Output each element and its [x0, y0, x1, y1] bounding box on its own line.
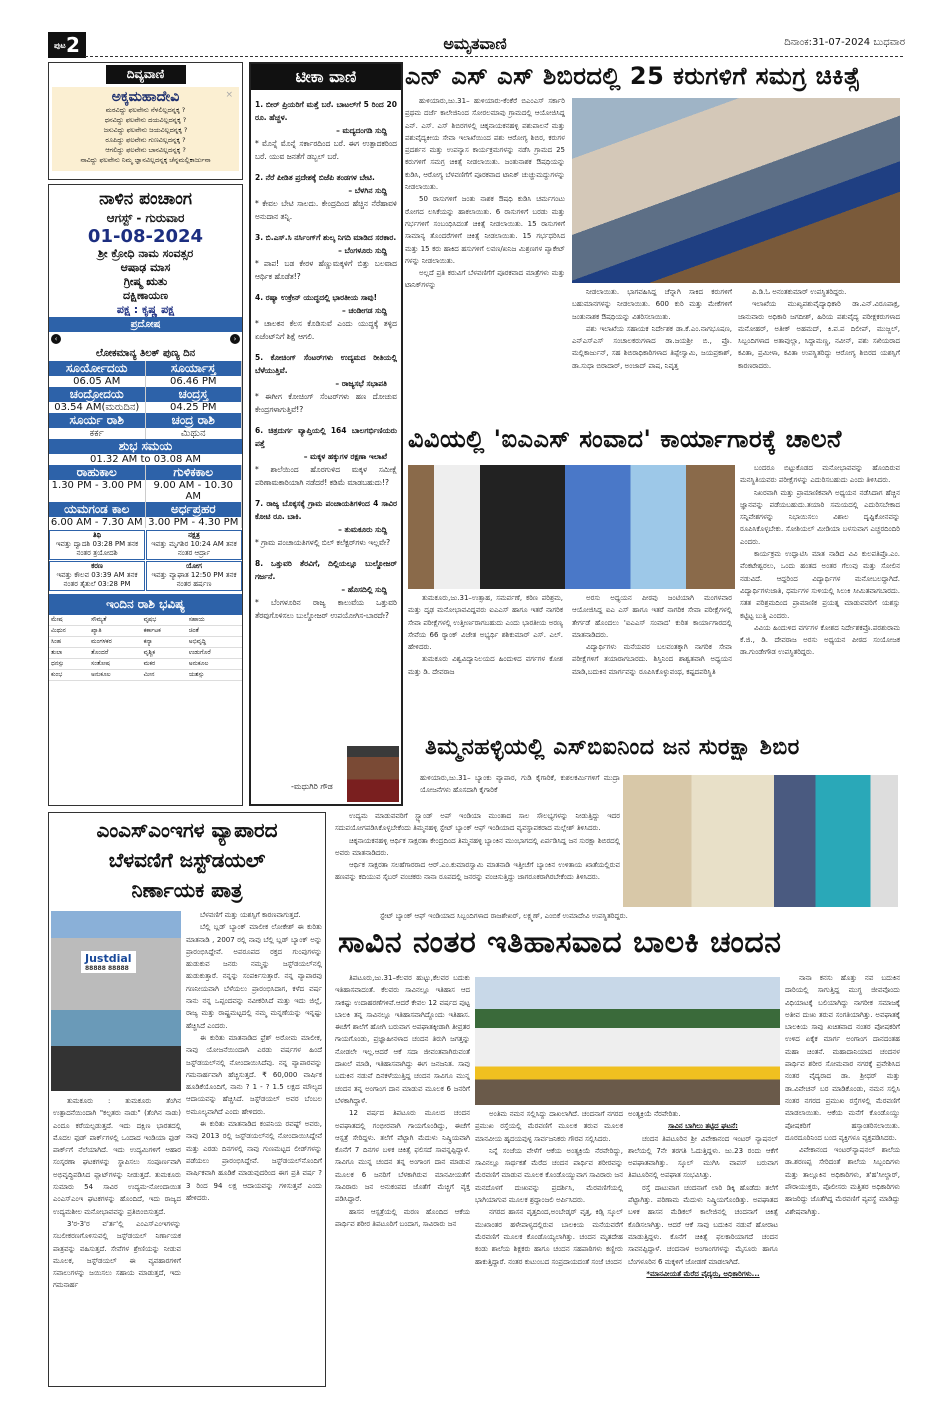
gulika-time: 9.00 AM - 10.30 AM [146, 480, 243, 502]
moonset-label: ಚಂದ್ರಸ್ತ [146, 387, 243, 402]
paragraph: ತುಮಕೂರು ವಿಶ್ವವಿದ್ಯಾನಿಲಯದ ಹಿಂದುಳಿದ ವರ್ಗಗಳ ಕೋಶ ಮತ್ತು ಡಿ. ದೇವರಾಜ [408, 655, 563, 676]
panchanga-box [48, 184, 243, 806]
shubha-time: 01.32 AM to 03.08 AM [90, 454, 201, 465]
issue-date: ದಿನಾಂಕ:31-07-2024 ಬುಧವಾರ [784, 37, 905, 48]
rashi-cell: ಮೇಷ [49, 615, 89, 626]
chandana-subhead: ಸಾವಿನ ಬಾಗಿಲು ತಟ್ಟಿದ ಘಟನೆ: [668, 1122, 738, 1131]
prev-arrow-icon[interactable]: ‹ [51, 334, 61, 344]
paragraph: 50 ರಾಸುಗಳಿಗೆ ಜಂತು ನಾಶಕ ಔಷಧಿ ಕುಡಿಸಿ ಚರ್ಮಗಂಟು ರೋಗದ ಲಸಿಕೆಯನ್ನು ಹಾಕಲಾಯಿತು. 6 ರಾಸುಗಳಿಗೆ ಬರಡು ಮತ್ತು ಗರ್ಭಗಳಿಗೆ ಸಂಬಂಧಿಸಿದಂತೆ ಚಿಕಿತ್ಸೆ ನೀಡಲಾಯಿತು. 15 ರಾಸುಗಳಿಗೆ ಸಾಮಾನ್ಯ ತೊಂದರೆಗಳಿಗೆ ಚಿಕಿತ್ಸೆ ನೀಡಲಾಯಿತು. 15 ಗರ್ಭಧರಿಸಿದ ಮತ್ತು 15 ಕರು ಹಾಕಿದ ಹಸುಗಳಿಗೆ ಲವಣ/ಖನಿಜ ಮಿಶ್ರಣಗಳ ಪ್ಯಾಕೇಟ್ ಗಳನ್ನು ನೀಡಲಾಯಿತು. [405, 195, 565, 265]
teeka-item [251, 171, 401, 223]
rashi-row [49, 659, 242, 670]
surya-rashi-label: ಸೂರ್ಯ ರಾಶಿ [49, 413, 146, 428]
paragraph: 12 ವರ್ಷದ ತಿಪಟೂರು ಮೂಲದ ಚಂದನ ಅಪಘಾತದಲ್ಲಿ ಗಂಭೀರವಾಗಿ ಗಾಯಗೊಂಡಿದ್ದು, ಈಚೆಗೆ ಆಸ್ಪತ್ರೆ ಸೇರಿದ್ದಳು. ತಲೆಗೆ ಪೆಟ್ಟಾಗಿ ಮೆದುಳು ನಿಷ್ಕ್ರಿಯವಾಗಿ ಕೊನೆಗೆ 7 ದಿನಗಳ ಬಳಿಕ ಚಿಕಿತ್ಸೆ ಫಲಿಸದೆ ಸಾವನ್ನಪ್ಪಿದ್ದಾಳೆ. ಸಾವಿಗೂ ಮುನ್ನ ಚಂದನ ತನ್ನ ಅಂಗಾಂಗ ದಾನ ಮಾಡುವ ಮೂಲಕ 6 ಜನರಿಗೆ ಬೆಳಕಾಗಿರುವ ಮಾನವೀಯತೆಗೆ ಸಾವಿರಾರು ಜನ ಅನುಕಂಪದ ಜೊತೆಗೆ ಮೆಚ್ಚಿಗೆ ವ್ಯಕ್ತ ಪಡಿಸಿದ್ದಾರೆ. [335, 1109, 470, 1204]
sbi-headline: ತಿಮ್ಮನಹಳ್ಳಿಯಲ್ಲಿ ಎಸ್‌ಬಿಐನಿಂದ ಜನ ಸುರಕ್ಷಾ ಶಿಬಿರ [425, 735, 800, 760]
paragraph: ಬೆಲ್ಲಿ ಬ್ಲಡ್ ಬ್ಯಾಂಕ್ ಮಾಲೀಕ ಲೋಕೇಶ್ ಈ ಕುರಿತು ಮಾತನಾಡಿ , 2007 ರಲ್ಲಿ ನಾವು ಬೆಲ್ಲಿ ಬ್ಲಡ್ ಬ್ಯಾಂಕ್ ಅನ್ನು ಪ್ರಾರಂಭಿಸಿದ್ದೇವೆ. ಅಪರೂಪದ ರಕ್ತದ ಗುಂಪುಗಳನ್ನು ಹುಡುಕುವ ಜನರು ನಮ್ಮನ್ನು ಜಸ್ಟ್‌ಡಯಲ್‌ನಲ್ಲಿ ಹುಡುಕುತ್ತಾರೆ. ನನ್ನನ್ನು ಸಂಪರ್ಕಿಸುತ್ತಾರೆ. ನನ್ನ ವ್ಯಾಪಾರವು ಗಣನೀಯವಾಗಿ ಬೆಳೆಯಲು ಪ್ರಾರಂಭಿಸಿದಾಗ, ಕಳೆದ ವರ್ಷ ನಾನು ನನ್ನ ಒಪ್ಪಂದವನ್ನು ನವೀಕರಿಸಿದೆ ಮತ್ತು ಇದು ಜಿಲ್ಲೆ, ರಾಜ್ಯ ಮತ್ತು ರಾಷ್ಟ್ರಮಟ್ಟದಲ್ಲಿ ನಮ್ಮ ಮನ್ನಣೆಯನ್ನು ಇನ್ನಷ್ಟು ಹೆಚ್ಚಿಸಿದೆ ಎಂದರು. [186, 923, 322, 1030]
teeka-news: 5. ಕೋಚಿಂಗ್ ಸೆಂಟರ್‌ಗಳು ಉದ್ಯಮದ ರೀತಿಯಲ್ಲಿ ಬೆಳೆಯುತ್ತಿವೆ. [255, 353, 397, 375]
divyavani-line: ಧನವಿದ್ದು ಫಲವೇನು ದಯವಿಲ್ಲದನ್ನಕ್ಕ ? [104, 116, 187, 124]
msme-article-right [186, 909, 322, 1384]
teeka-news: 4. ರಷ್ಯಾ ಉಕ್ರೇನ್ ಯುದ್ಧದಲ್ಲಿ ಭಾರತೀಯ ಸಾವು! [255, 293, 378, 302]
rashi-row [49, 615, 242, 626]
paragraph: ನಿಖರವಾಗಿ ಮತ್ತು ಪ್ರಾಮಾಣಿಕವಾಗಿ ಅಧ್ಯಯನ ನಡೆಸಿದಾಗ ಹೆಚ್ಚಿನ ಜ್ಞಾನವನ್ನು ಪಡೆಯಬಹುದು.ತಯಾರಿ ಸಮಯದಲ್ಲಿ ಎದುರಿಸಬೇಕಾದ ಸನ್ನಿವೇಶಗಳನ್ನು ನಿಭಾಯಿಸಲು ವಿಶಾಲ ದೃಷ್ಟಿಕೋನವನ್ನು ರೂಪಿಸಿಕೊಳ್ಳಬೇಕು. ಸೋಶಿಯಲ್ ಮೀಡಿಯಾ ಬಳಸುವಾಗ ಎಚ್ಚರದಿಂದಿರಿ ಎಂದರು. [740, 488, 900, 546]
paragraph: ಚಿಕ್ಕನಾಯಕನಹಳ್ಳಿ ಆರ್ಥಿಕ ಸಾಕ್ಷರತಾ ಕೇಂದ್ರದಿಂದ ತಿಮ್ಮನಹಳ್ಳಿ ಬ್ಯಾಂಕಿನ ಮುಂಭಾಗದಲ್ಲಿ ಏರ್ಪಡಿಸಿದ್ದ ಜನ ಸುರಕ್ಷಾ ಶಿಬಿರದಲ್ಲಿ ಅವರು ಮಾತನಾಡಿದರು. [335, 836, 620, 857]
divyavani-line: ಜಸುವಿದ್ದು ಫಲವೇನು ಜಯವಿಲ್ಲದನ್ನಕ್ಕ ? [103, 126, 188, 134]
rashi-cell: ಮಂಗಳಕರ [89, 637, 142, 648]
paragraph: ಹಾಸನ ಆಸ್ಪತ್ರೆಯಲ್ಲಿ ಮರಣ ಹೊಂದಿದ ಆಕೆಯ ಪಾರ್ಥಿವ ಶರೀರ ತಿಪಟೂರಿಗೆ ಬಂದಾಗ, ಸಾವಿರಾರು ಜನ [335, 1207, 470, 1228]
rahu-time: 1.30 PM - 3.00 PM [49, 480, 146, 502]
ias-photo [408, 465, 735, 589]
panchanga-title: ನಾಳಿನ ಪಂಚಾಂಗ [99, 189, 192, 209]
msme-article-left [53, 1095, 181, 1385]
paragraph: ನಗರದ ಹಾಸನ ವೃತ್ತದಿಂದ,ಅಂಬೇಡ್ಕರ್ ವೃತ್ತ, ಕಿಡ್ಸಿ ಸ್ಕೂಲ್ ಮುಖಾಂತರ ಹಳೇಪಾಳ್ಯದಲ್ಲಿರುವ ಬಾಲಕಿಯ ಮನೆಯವರೆಗೆ ಮೆರವಣಿಗೆ ಮೂಲಕ ಕೊಂಡೊಯ್ಯಲಾಗಿತ್ತು. ಚಂದನ ಮೃತದೇಹ ಕಂಡು ಶಾಲೆಯ ಶಿಕ್ಷಕರು ಹಾಗೂ ಚಂದನ ಸಹಪಾಠಿಗಳು ಕಣ್ಣೀರು ಹಾಕುತ್ತಿದ್ದಾರೆ. ನಂತರ ಕುಟುಂಬದ ಸಂಪ್ರದಾಯದಂತೆ ಸಂಜೆ ಚಂದನ [475, 1208, 623, 1266]
cell-text: ಇವತ್ತು ದ್ವಾದಶಿ 03:28 PM ತನಕ ನಂತರ ತ್ರಯೋದಶಿ [55, 540, 139, 557]
teeka-source: – ಹೊಸದಿಲ್ಲಿ ಸುದ್ದಿ [341, 585, 387, 594]
rashi-cell: ಅನುಕೂಲ [89, 670, 142, 681]
teeka-comment: * ಈಗೀಗ ಕೋಚಿಂಗ್ ಸೆಂಟರ್‌ಗಳು ಹಣ ದೋಚುವ ಕೇಂದ್ರಗಳಾಗುತ್ತಿವೆ!? [255, 392, 397, 414]
nss-article-col2 [572, 286, 732, 420]
yama-label: ಯಮಗಂಡ ಕಾಲ [49, 502, 146, 517]
page-number: 2 [66, 33, 80, 57]
paragraph: ಪಿ.ಡಿ.ಓ ಅನಂತಕುಮಾರ್ ಉಪಸ್ಥಿತರಿದ್ದರು. [752, 288, 847, 296]
teeka-author: -ಮಧುಗಿರಿ ಗೌಡ [291, 782, 333, 791]
paragraph: ಆರ್ಥಿಕ ಸಾಕ್ಷರತಾ ಸಲಹೆಗಾರರಾದ ಆರ್.ಎಂ.ಕುಮಾರಸ್ವಾಮಿ ಮಾತನಾಡಿ ಇತ್ತೀಚೆಗೆ ಬ್ಯಾಂಕಿನ ಉಳಿತಾಯ ಖಾತೆಯಲ್ಲಿರುವ ಹಣವನ್ನು ಕದಿಯುವ ಸೈಬರ್ ವಂಚಕರು ನಾನಾ ರೂಪದಲ್ಲಿ ಜನರನ್ನು ವಂಚಿಸುತ್ತಿದ್ದು ಜಾಗರೂಕರಾಗಿರಬೇಕೆಂದು ತಿಳಿಸಿದರು. [335, 861, 620, 882]
teeka-source: – ಬೆಳಗಿನ ಸುದ್ದಿ [348, 186, 387, 195]
teeka-news: 7. ರಾಜ್ಯ ಬೊಕ್ಕಸಕ್ಕೆ ಗ್ರಾಮ ಪಂಚಾಯತಿಗಳಿಂದ 4 ಸಾವಿರ ಕೋಟಿ ರೂ. ಬಾಕಿ. [255, 499, 397, 521]
paragraph: ತುಮಕೂರು : ತುಮಕೂರು ತೆಂಗಿನ ಉತ್ಪಾದನೆಯಿಂದಾಗಿ "ಕಲ್ಪತರು ನಾಡು" (ತೆಂಗಿನ ನಾಡು) ಎಂದೂ ಕರೆಯಲ್ಪಡುತ್ತದೆ. ಇದು ದಕ್ಷಿಣ ಭಾರತದಲ್ಲಿ ಮೊದಲ ಫುಡ್ ಪಾರ್ಕ್‌ಗಳಲ್ಲಿ ಒಂದಾದ ಇಂಡಿಯಾ ಫುಡ್ ಪಾರ್ಕ್‌ಗೆ ನೆಲೆಯಾಗಿದೆ. ಇದು ಉದ್ಯಮಿಗಳಿಗೆ ಆಹಾರ ಸಂಸ್ಕರಣಾ ಘಟಕಗಳನ್ನು ಸ್ಥಾಪಿಸಲು ಸಂಪೂರ್ಣವಾಗಿ ಅಭಿವೃದ್ಧಿಪಡಿಸಿದ ಪ್ಲಾಟ್‌ಗಳನ್ನು ನೀಡುತ್ತದೆ. ತುಮಕೂರು ಸುಮಾರು 54 ಸಾವಿರ ಉದ್ಯಮ-ನೋಂದಾಯಿತ ಎಂಎಸ್‌ಎಂಇ ಘಟಕಗಳನ್ನು ಹೊಂದಿದೆ, ಇದು ರಾಜ್ಯದ ಉದ್ಯಮಶೀಲ ಮನೋಭಾವವನ್ನು ಪ್ರತಿಬಿಂಬಿಸುತ್ತದೆ. [53, 1097, 181, 1216]
rashi-row [49, 648, 242, 659]
divyavani-line: ಮರವಿದ್ದು ಫಲವೇನು ನೆಳಲಿಲ್ಲದನ್ನಕ್ಕ ? [105, 106, 186, 114]
rashi-table [49, 615, 242, 681]
rashi-cell: ಮಿಥುನ [49, 626, 89, 637]
teeka-source: – ಚಂಡೀಗಡ ಸುದ್ದಿ [341, 306, 387, 315]
gulika-label: ಗುಳಿಕಕಾಲ [146, 465, 243, 480]
rashi-cell: ಸಹಾಯ [187, 615, 242, 626]
rashi-cell: ತುಲಾ [49, 648, 89, 659]
teeka-news: 6. ಚಿತ್ರದುರ್ಗ ವ್ಯಾಪ್ತಿಯಲ್ಲಿ 164 ಬಾಲಗರ್ಭಿಣಿಯರು ಪತ್ತೆ [255, 426, 397, 448]
rashi-cell: ಸಂತೋಷ [89, 659, 142, 670]
divyavani-body [52, 87, 239, 171]
paragraph: ವಿವೇಕಾನಂದ ಇಂಟರ್‌ನ್ಯಾಷನಲ್ ಶಾಲೆಯ ಡಾ.ಶರಣಪ್ಪ ಸೇರಿದಂತೆ ಶಾಲೆಯ ಸಿಬ್ಬಂದಿಗಳು ಮತ್ತು ತಾಲ್ಲೂಕಿನ ಅಧಿಕಾರಿಗಳು, ತ'ಹ'ಸೀಲ್ದಾರ್, ಪೌರಾಯುಕ್ತರು, ಪೊಲೀಸರು ಮತ್ತಿತರ ಅಧಿಕಾರಿಗಳು ಹಾಜರಿದ್ದು ಜೊತೆಗಿದ್ದ ಮೆರವಣಿಗೆ ವ್ಯವಸ್ಥೆ ಮಾಡಿದ್ದು ವಿಶೇಷವಾಗಿತ್ತು. [785, 1146, 900, 1216]
teeka-news: 8. ಒತ್ತುವರಿ ತೆರವಿಗೆ, ದಿಲ್ಲಿಯಲ್ಲೂ ಬುಲ್ಡೋಜರ್ ಗರ್ಜನೆ. [255, 559, 397, 581]
rashi-cell: ಅನುಕೂಲ [187, 659, 242, 670]
chandana-subhead2: *ಮಾನವೀಯತೆ ಮೆರೆದ ವೈದ್ಯರು, ಅಧಿಕಾರಿಗಳು... [646, 1269, 760, 1278]
teeka-comment: * ಶಾಲೆಯಿಂದ ಹೊರಗುಳಿದ ಮಕ್ಕಳ ಸಮೀಕ್ಷೆ ಪರಿಣಾಮಕಾರಿಯಾಗಿ ನಡೆದರೆ! ಕಡಿಮೆ ಮಾಡಬಹುದು!? [255, 465, 397, 487]
divyavani-title: ದಿವ್ಯವಾಣಿ [106, 65, 186, 84]
rashi-cell: ಚಿಂತೆ [187, 626, 242, 637]
paragraph: ಅಲ್ಲದೆ ಪ್ರತಿ ಕರುವಿಗೆ ಬೆಳವಣಿಗೆಗೆ ಪೂರಕವಾದ ಮಾತ್ರೆಗಳು ಮತ್ತು ಟಾನಿಕ್‌ಗಳನ್ನು [405, 269, 565, 290]
moonrise-label: ಚಂದ್ರೋದಯ [49, 387, 146, 402]
rashi-cell: ವೃಷಭ [142, 615, 187, 626]
rashi-cell: ಧನಸ್ಸು [49, 659, 89, 670]
sbi-intro: ಹುಳಿಯಾರು,ಜು.31– ಬ್ಯಾಂಕು ವ್ಯಾಪಾರ, ಗುಡಿ ಕೈಗಾರಿಕೆ, ಕುಶಲಕರ್ಮಿಗಳಿಗೆ ಮುದ್ರಾ ಯೋಜನೆಗಳು ಹೊಸದಾಗಿ ಕೈಗಾರಿಕೆ [420, 774, 620, 795]
rashi-row [49, 626, 242, 637]
ardha-label: ಅರ್ಧಪ್ರಹರ [146, 502, 243, 517]
msme-headline: ಎಂಎಸ್‌ಎಂಇಗಳ ವ್ಯಾಪಾರದ ಬೆಳವಣಿಗೆ ಜಸ್ಟ್‌ಡಯಲ್ ನಿರ್ಣಾಯಕ ಪಾತ್ರ [96, 818, 278, 902]
cell-text: ಇವತ್ತು ಕೌಲವ 03:39 AM ತನಕ ನಂತರ ತೈತುಲೆ 03:28 PM [56, 571, 138, 588]
paragraph: ಹುಳಿಯಾರು,ಜು.31– ಹುಳಿಯಾರು-ಕೆಂಕೆರೆ ಬಿಎಂಎಸ್ ಸರ್ಕಾರಿ ಪ್ರಥಮ ದರ್ಜೆ ಕಾಲೇಜಿನಿಂದ ಸೋರಲಮಾವು ಗ್ರಾಮದಲ್ಲಿ ಆಯೋಜಿಸಿದ್ದ ಎನ್. ಎಸ್. ಎಸ್ ಶಿಬಿರಗಳಲ್ಲಿ ಚಿಕ್ಕನಾಯಕನಹಳ್ಳಿ ಪಶುಪಾಲನೆ ಮತ್ತು ಪಶುವೈದ್ಯಕೀಯ ಸೇವಾ ಇಲಾಖೆಯಿಂದ ಪಶು ಆರೋಗ್ಯ ಶಿಬಿರ, ಕರುಗಳ ಪ್ರದರ್ಶನ ಮತ್ತು ಉಪನ್ಯಾಸ ಕಾರ್ಯಕ್ರಮಗಳನ್ನು ನಡೆಸಿ ಗ್ರಾಮದ 25 ಕರುಗಳಿಗೆ ಸಮಗ್ರ ಚಿಕಿತ್ಸೆ ನೀಡಲಾಯಿತು. ಜಂತುನಾಶಕ ಔಷಧಿಯನ್ನು ಕುಡಿಸಿ, ಆರೋಗ್ಯ ಬೆಳವಣಿಗೆಗೆ ಪೂರಕವಾದ ಟಾನಿಕ್ ಚುಚ್ಚುಮದ್ದುಗಳನ್ನು ನೀಡಲಾಯಿತು. [405, 97, 565, 192]
justdial-building-photo [51, 911, 181, 1091]
sbi-caption: ಸ್ಟೇಟ್ ಬ್ಯಾಂಕ್ ಆಫ್ ಇಂಡಿಯಾದ ಸಿಬ್ಬಂದಿಗಳಾದ ರಾಜಶೇಖರ್, ಲಕ್ಷ್ಮಣ್, ಎಂಬಿಕೆ ಉಮಾದೇವಿ ಉಪಸ್ಥಿತರಿದ್ದರು. [380, 912, 628, 920]
paragraph: ಬೆಳವಣಿಗೆ ಮತ್ತು ಯಶಸ್ಸಿಗೆ ಕಾರಣವಾಗುತ್ತದೆ. [200, 911, 301, 919]
sbi-photo [623, 775, 898, 907]
paragraph: ನೀಡಲಾಯಿತು. ಭಾಗವಹಿಸಿದ್ದ ಚೆನ್ನಾಗಿ ಸಾಕಿದ ಕರುಗಳಿಗೆ ಬಹುಮಾನಗಳನ್ನು ನೀಡಲಾಯಿತು. 600 ಕುರಿ ಮತ್ತು ಮೇಕೆಗಳಿಗೆ ಜಂತುನಾಶಕ ಔಷಧಿಯನ್ನು ವಿತರಿಸಲಾಯಿತು. [572, 288, 732, 321]
close-icon: × [225, 90, 233, 100]
paragraph: ರಸ್ತೆ ದಾಟುವಾಗ ಚಂದನಾಗೆ ಲಾರಿ ಡಿಕ್ಕಿ ಹೊಡೆದು ತಲೆಗೆ ಪೆಟ್ಟಾಗಿತ್ತು. ಪರಿಣಾಮ ಮೆದುಳು ನಿಷ್ಕ್ರಿಯಗೊಂಡಿತ್ತು. ಅಪಘಾತದ ಬಳಿಕ ಹಾಸನ ಮೆಡಿಕಲ್ ಕಾಲೇಜಿನಲ್ಲಿ ಚಂದನಾಗೆ ಚಿಕಿತ್ಸೆ ಕೊಡಿಸಲಾಗಿತ್ತು. ಆದರೆ ಆಕೆ ಸಾವು ಬದುಕಿನ ನಡುವೆ ಹೋರಾಟ ಮಾಡುತ್ತಿದ್ದಳು. ಕೊನೆಗೆ ಚಿಕಿತ್ಸೆ ಫಲಕಾರಿಯಾಗದೆ ಚಂದನ ಸಾವನಪ್ಪಿದ್ದಾಳೆ. ಚಂದನಾಳ ಅಂಗಾಂಗಗಳನ್ನು ಮೈಸೂರು ಹಾಗೂ ಬೆಂಗಳೂರಿನ 6 ಮಕ್ಕಳಿಗೆ ಜೋಡಣೆ ಮಾಡಲಾಗಿದೆ. [628, 1183, 778, 1266]
teeka-item [251, 98, 401, 163]
rashi-cell: ಅಭಿವೃದ್ಧಿ [187, 637, 242, 648]
panchanga-cell [49, 561, 145, 591]
chandana-photo [475, 977, 780, 1105]
rashi-row [49, 637, 242, 648]
rashi-cell: ತೊಂದರೆ [89, 648, 142, 659]
teeka-item [251, 291, 401, 343]
teeka-source: – ಮದ್ಯದಂಗಡಿ ಸುದ್ದಿ [336, 126, 387, 135]
ayana: ದಕ್ಷಿಣಾಯಣ [123, 289, 168, 302]
divyavani-line: ನಾವಿದ್ದು ಫಲವೇನು ನಿಮ್ಮ ಜ್ಞಾನವಿಲ್ಲದನ್ನಕ್ಕ ಚೆನ್ನಮಲ್ಲಿಕಾರ್ಜುನಾ [80, 156, 211, 164]
paragraph: ಉದ್ಯಮ ಮಾಡುವವರಿಗೆ ಸ್ಟ್ಯಾಂಡ್ ಅಪ್ ಇಂಡಿಯಾ ಮುಂತಾದ ಸಾಲ ಸೌಲಭ್ಯಗಳನ್ನು ನೀಡುತ್ತಿದ್ದು ಇದರ ಸದುಪಯೋಗಪಡಿಸಿಕೊಳ್ಳಬೇಕೆಂದು ತಿಮ್ಮನಹಳ್ಳಿ ಸ್ಟೇಟ್ ಬ್ಯಾಂಕ್ ಆಫ್ ಇಂಡಿಯಾದ ವ್ಯವಸ್ಥಾಪಕರಾದ ಮಲ್ಲೇಶ್ ತಿಳಿಸಿದರು. [335, 812, 620, 833]
chandana-col3-start: ಅಂತ್ಯಕ್ರಿಯೆ ನೆರವೇರಿತು. [628, 1110, 681, 1118]
page-number-badge [48, 32, 86, 58]
chandra-rashi-label: ಚಂದ್ರ ರಾಶಿ [146, 413, 243, 428]
divyavani-author: ಅಕ್ಕಮಹಾದೇವಿ [111, 89, 180, 105]
moonrise-time: 03.54 AM(ಮರುದಿನ) [49, 402, 146, 413]
ias-article-col2 [572, 592, 732, 730]
chandana-col3 [628, 1108, 778, 1385]
chandra-rashi: ಮಿಥುನ [146, 428, 243, 439]
yama-time: 6.00 AM - 7.30 AM [49, 517, 146, 528]
paragraph: ಅಂತಿಮ ನಮನ ಸಲ್ಲಿಸಿದ್ದು ದಾಖಲಾಗಿದೆ. ಚಂದನಾಗೆ ನಗರದ ಪ್ರಮುಖ ರಸ್ತೆಯಲ್ಲಿ ಮೆರವಣಿಗೆ ಮೂಲಕ ತರುವ ಮೂಲಕ ಮಾನವೀಯ ಹೃದಯವುಳ್ಳ ಸಾರ್ವಜನಿಕರು ಗೌರವ ಸಲ್ಲಿಸಿದರು. [475, 1110, 623, 1143]
teeka-item [251, 497, 401, 549]
ias-article-col1 [408, 592, 563, 730]
chandana-headline: ಸಾವಿನ ನಂತರ ಇತಿಹಾಸವಾದ ಬಾಲಕಿ ಚಂದನ [338, 925, 782, 960]
rashi-cell: ಕನ್ಯಾ [142, 637, 187, 648]
rashi-cell: ವೃಶ್ಚಿಕ [142, 648, 187, 659]
nss-article-col3 [738, 286, 900, 420]
teeka-source: – ಮಕ್ಕಳ ಹಕ್ಕುಗಳ ರಕ್ಷಣಾ ಇಲಾಖೆ [303, 452, 387, 461]
teeka-comment: * ಗ್ರಾಮ ಪಂಚಾಯತಿಗಳಲ್ಲಿ ಬಿಲ್ ಕಲೆಕ್ಟರ್‌ಗಳು ಇಲ್ಲವೇ? [255, 538, 391, 547]
teeka-news: 2. ನೆರೆ ಪೀಡಿತ ಪ್ರದೇಶಕ್ಕೆ ಬಿಜೆಪಿ ತಂಡಗಳ ಬೇಟಿ. [255, 173, 375, 182]
cell-text: ಇವತ್ತು ಮೃಗಶಿರ 10:24 AM ತನಕ ನಂತರ ಆರ್ದ್ರಾ [151, 540, 237, 557]
rashi-title: ಇಂದಿನ ರಾಶಿ ಭವಿಷ್ಯ [49, 594, 242, 615]
cell-title: ಯೋಗ [186, 562, 202, 570]
paragraph: ಅರಸು ಅಧ್ಯಯನ ಪೀಠವು ಜಂಟಿಯಾಗಿ ಮಂಗಳವಾರ ಆಯೋಜಿಸಿದ್ದ ಐಎ ಎಸ್ ಹಾಗೂ ಇತರೆ ನಾಗರಿಕ ಸೇವಾ ಪರೀಕ್ಷೆಗಳಲ್ಲಿ ತೇರ್ಗಡೆ ಹೊಂದಲು 'ಐಎಎಸ್ ಸಂವಾದ' ಕುರಿತ ಕಾರ್ಯಾಗಾರದಲ್ಲಿ ಮಾತನಾಡಿದರು. [572, 594, 732, 639]
paragraph: ಪಶು ಇಲಾಖೆಯ ಸಹಾಯಕ ನಿರ್ದೇಶಕ ಡಾ.ಕೆ.ಎಂ.ನಾಗಭೂಷಣ, ಎನ್‌ಎಸ್‌ಎಸ್ ಸಂಚಾಲಕರುಗಳಾದ ಡಾ.ಜಯಶ್ರೀ ಬಿ., ಪ್ರೊ. ಮಲ್ಲಿಕಾರ್ಜುನ್, ಸಹ ಶಿಬಿರಾಧಿಕಾರಿಗಳಾದ ತಿಪ್ಪೇಸ್ವಾಮಿ, ಜಯಪ್ರಕಾಶ್, ಡಾ.ಸುಧಾ ಬಿರಾದಾರ್, ಅಂಜಾದ್ ಪಾಷ, ನಿವೃತ್ತ [572, 324, 732, 370]
justdial-logo: Justdial 88888 88888 [81, 951, 136, 973]
sunrise-label: ಸೂರ್ಯೋದಯ [49, 361, 146, 376]
paragraph: ವಿವಿಯ ಹಿಂದುಳಿದ ವರ್ಗಗಳ ಕೋಶದ ನಿರ್ದೇಶಕಪ್ರೊ.ಪರಶುರಾಮ ಕೆ.ಜಿ., ಡಿ. ದೇವರಾಜ ಅರಸು ಅಧ್ಯಯನ ಪೀಠದ ಸಂಯೋಜಕ ಡಾ.ಗುಂಡೇಗೌಡ ಉಪಸ್ಥಿತರಿದ್ದರು. [740, 623, 900, 657]
cell-text: ಇವತ್ತು ವ್ಯಾಘಾತ 12:50 PM ತನಕ ನಂತರ ಹರ್ಷಣ [151, 571, 237, 588]
panchanga-cell [146, 530, 242, 560]
teeka-item [251, 424, 401, 489]
rashi-cell: ಉಡುಗೊರೆ [187, 648, 242, 659]
sunset-label: ಸೂರ್ಯಾಸ್ತ [146, 361, 243, 376]
columnist-photo [347, 746, 399, 802]
paragraph: ತಿಪಟೂರು,ಜು.31–ಕೆಲವರ ಹುಟ್ಟು,ಕೆಲವರ ಬದುಕು ಇತಿಹಾಸವಾದಂತೆ. ಕೆಲವರು ಸಾವಿನಲ್ಲೂ ಇತಿಹಾಸ ಆದ ಸಾಕಷ್ಟು ಉದಾಹರಣೆಗಳಿವೆ.ಆದರೆ ಕೇವಲ 12 ವರ್ಷದ ಪುಟ್ಟ ಬಾಲಕಿ ತನ್ನ ಸಾವಿನಲ್ಲೂ ಇತಿಹಾಸವಾಗಿದ್ದೊಂದು ಇತಿಹಾಸ. ಈಚೆಗೆ ಶಾಲೆಗೆ ಹೋಗಿ ಬರುವಾಗ ಅಪಘಾತಕ್ಕೀಡಾಗಿ ತೀವ್ರತರ ಗಾಯಗೊಂಡು, ಪ್ರಜ್ಞಾಹೀನಳಾದ ಚಂದನ ತಿರುಗಿ ಜಗತ್ತನ್ನು ನೋಡಲೇ ಇಲ್ಲ.ಆದರೆ ಆಕೆ ಸದಾ ಜೀವಂತವಾಗಿರುವಂತೆ ದಾಖಲೆ ಮಾಡಿ, ಇತಿಹಾಸವಾಗಿದ್ದು ಈಗ ಜನಜನಿತ. ಸಾವು ಬದುಕಿನ ನಡುವೆ ದಿನಕಳೆಯುತ್ತಿದ್ದ ಚಂದನ ಸಾವಿಗೂ ಮುನ್ನ ಚಂದನ ತನ್ನ ಅಂಗಾಂಗ ದಾನ ಮಾಡುವ ಮೂಲಕ 6 ಜನರಿಗೆ ಬೆಳಕಾಗಿದ್ದಾಳೆ. [335, 974, 470, 1105]
teeka-news: 3. ಬಿ.ಎಸ್.ಸಿ ನರ್ಸಿಂಗ್‌ಗೆ ಶುಲ್ಕ ನಿಗದಿ ಮಾಡಿದ ಸರಕಾರ. [255, 233, 397, 242]
teeka-comment: * ಬೆಂಗಳೂರಿನ ರಾಜ್ಯ ಕಾಲುವೆಯ ಒತ್ತುವರಿ ತೆರವುಗೊಳಿಸಲು ಬುಲ್ಡೋಜರ್ ಉಪಯೋಗಿಸ-ಬಾರದೇ? [255, 598, 397, 620]
paper-title: ಅಮೃತವಾಣಿ [443, 34, 507, 53]
paragraph: 3'ರ-3'ರ ವ'ರ್ತ'ಲ್ಲಿ ಎಂಎಸ್‌ಎಂಇಗಳನ್ನು ಸಬಲೀಕರಣಗೊಳಿಸುವಲ್ಲಿ ಜಸ್ಟ್‌ಡಯಲ್ ನಿರ್ಣಾಯಕ ಪಾತ್ರವನ್ನು ವಹಿಸುತ್ತದೆ. ಸೇವೆಗಳ ಶ್ರೇಣಿಯನ್ನು ನೀಡುವ ಮೂಲಕ, ಜಸ್ಟ್‌ಡಯಲ್ ಈ ವ್ಯವಹಾರಗಳಿಗೆ ಸವಾಲುಗಳನ್ನು ಜಯಿಸಲು ಸಹಾಯ ಮಾಡುತ್ತದೆ, ಇದು ಗಮನಾರ್ಹ [53, 1219, 181, 1290]
paragraph: ವಿದ್ಯಾರ್ಥಿಗಳು ಮನೆಯವರ ಬಲವಂತಕ್ಕಾಗಿ ನಾಗರಿಕ ಸೇವಾ ಪರೀಕ್ಷೆಗಳಿಗೆ ತಯಾರಾಗಬಾರದು. ಶಿಸ್ತಿನಿಂದ ಶಾಶ್ವತವಾಗಿ ಅಧ್ಯಯನ ಮಾಡಿ,ಬದುಕಿನ ಮಾರ್ಗವನ್ನು ರೂಪಿಸಿಕೊಳ್ಳುವಂಥ, ಕಷ್ಟದಪರಿಸ್ಥಿತಿ [572, 643, 732, 676]
paragraph: ಕಾರ್ಯಕ್ರಮ ಉದ್ಘಾಟಿಸಿ ಮಾತ ನಾಡಿದ ವಿವಿ ಕುಲಪತಿಪ್ರೊ.ಎಂ. ವೆಂಕಟೇಶ್ವರಲು, ಒಂದು ಹಂತದ ಅಂತರ ಗೆಲುವು ಮತ್ತು ಸೋಲಿನ ನಡುವಿದೆ. ಆದ್ದರಿಂದ ವಿದ್ಯಾರ್ಥಿಗಳ ಮನೋಬಲದ್ದಾಗಿದೆ. ವಿದ್ಯಾರ್ಥಿಗಳುಜಾತಿ, ಧರ್ಮಗಳ ಸುಳಿಯಲ್ಲಿ ಸಿಲುಕಿ ಸೀಮಿತವಾಗಬಾರದು. ಸತತ ಪರಿಶ್ರಮದಿಂದ ಪ್ರಾಮಾಣಿಕ ಪ್ರಯತ್ನ ಮಾಡುವವರಿಗೆ ಯಶಸ್ಸು ಕಟ್ಟಿಟ್ಟ ಬುತ್ತಿ ಎಂದರು. [740, 550, 900, 620]
cell-title: ಕರಣ [91, 562, 103, 570]
sunset-time: 06.46 PM [146, 376, 243, 387]
chandana-col2 [475, 1108, 623, 1385]
paragraph: ಬಂದರೂ ಬಿಟ್ಟುಕೊಡದ ಮನೋಭಾವವನ್ನು ಹೊಂದಿರುವ ಮನಸ್ಥಿತಿಯವರು ಪರೀಕ್ಷೆಗಳನ್ನು ಎದುರಿಸಬಹುದು ಎಂದು ತಿಳಿಸಿದರು. [740, 464, 900, 485]
chandana-col4 [785, 972, 900, 1385]
teeka-comment: * ಪಾಪ! ಬಡ ಕೇರಳ ಹೆಣ್ಣುಮಕ್ಕಳಿಗೆ ಬಿತ್ತು ಬಲವಾದ ಆರ್ಥಿಕ ಹೊಡೆತ!? [255, 259, 397, 281]
paragraph: ನಿನ್ನೆ ಸಂಜೆಯ ವೇಳೆಗೆ ಆಕೆಯ ಅಂತ್ಯಕ್ರಿಯೆ ನೆರವೇರಿದ್ದು, ಸಾವಿನಲ್ಲೂ ಸಾರ್ಥಕತೆ ಮೆರೆದ ಚಂದನ ಪಾರ್ಥಿವ ಶರೀರವನ್ನು ಮೆರವಣಿಗೆ ಮಾಡುವ ಮೂಲಕ ಕೊಂಡೊಯ್ಯುವಾಗ ಸಾವಿರಾರು ಜನ ಮನದೊಳಗೆ ದುಃಖವನ್ನು ಪ್ರದರ್ಶಿಸಿ, ಮೆರವಣಿಗೆಯಲ್ಲಿ ಭಾಗಿಯಾಗುವ ಮೂಲಕ ಶ್ರದ್ಧಾಂಜಲಿ ಅರ್ಪಿಸಿದರು. [475, 1146, 623, 1205]
ritu: ಗ್ರೀಷ್ಮ ಋತು [123, 275, 168, 288]
shubha-label: ಶುಭ ಸಮಯ [49, 439, 242, 454]
nss-photo [572, 98, 900, 283]
sbi-article [335, 810, 620, 906]
special-day: ಲೋಕಮಾನ್ಯ ತಿಲಕ್ ಪುಣ್ಯ ದಿನ [95, 348, 196, 359]
rashi-cell: ಮೀನ [142, 670, 187, 681]
teeka-comment: * ಕೇವಲ ಬೇಟಿ ಸಾಲದು. ಕೇಂದ್ರದಿಂದ ಹೆಚ್ಚಿನ ನೆರೆಹಾವಳಿ ಅನುದಾನ ತನ್ನಿ. [255, 199, 397, 221]
panchanga-cell [49, 530, 145, 560]
divyavani-line: ರೂಪಿದ್ದು ಫಲವೇನು ಗುಣವಿಲ್ಲದನ್ನಕ್ಕ ? [105, 136, 186, 144]
masa: ಆಷಾಢ ಮಾಸ [120, 261, 171, 274]
nss-article-col1 [405, 95, 565, 420]
teeka-item [251, 231, 401, 283]
teeka-title: ಟೀಕಾ ವಾಣಿ [251, 64, 401, 90]
moonset-time: 04.25 PM [146, 402, 243, 413]
rashi-row [49, 670, 242, 681]
paragraph: ನಾನಾ ಕನಸು ಹೊತ್ತು ನವ ಬದುಕಿನ ದಾರಿಯಲ್ಲಿ ಸಾಗುತ್ತಿದ್ದ ಮುಗ್ಧ ಜೀವವೊಂದು ವಿಧಿಯಾಟಕ್ಕೆ ಬಲಿಯಾಗಿದ್ದು ನಾಗರೀಕ ಸಮಾಜಕ್ಕೆ ಅತೀವ ದುಃಖ ತರುವ ಸಂಗತಿಯಾಗಿತ್ತು. ಅವಘಾತಕ್ಕೆ ಬಾಲಕಿಯ ಸಾವು ಖಚಿತವಾದ ನಂತರ ಪೋಷಕರಿಗೆ ಉಳಿದ ಏಕೈಕ ಮಾರ್ಗ ಅಂಗಾಂಗ ದಾನದಂತಹ ಮಹಾ ಚಿಂತನೆ. ಮಹಾದಾನಿಯಾದ ಚಂದನಳ ಪಾರ್ಥಿವ ಶರೀರ ಸೋಮವಾರ ನಗರಕ್ಕೆ ಪ್ರವೇಶಿಸಿದ ನಂತರ ವೈದ್ಯರಾದ ಡಾ. ಶ್ರೀಧರ್ ಮತ್ತು ಡಾ.ವಿವೇಚನ್ ಬರ ಮಾಡಿಕೊಂಡು, ನಮನ ಸಲ್ಲಿಸಿ ನಂತರ ನಗರದ ಪ್ರಮುಖ ರಸ್ತೆಗಳಲ್ಲಿ ಮೆರವಣಿಗೆ ಮಾಡಲಾಯಿತು. ಆಕೆಯ ಮನೆಗೆ ಕೊಂಡೊಯ್ದು ಪೋಷಕರಿಗೆ ಹಸ್ತಾಂತರಿಸಲಾಯಿತು. ದೂರದೂರಿನಿಂದ ಬಂದ ವ್ಯಕ್ತಿಗಳೂ ವ್ಯಕ್ತಪಡಿಸಿದರು. [785, 974, 900, 1142]
paragraph: ಈ ಕುರಿತು ಮಾತನಾಡಿದ ಕಂಪನಿಯ ರವಷ್ಟ್ ಅವರು, ನಾವು 2013 ರಲ್ಲಿ ಜಸ್ಟ್‌ಡಯಲ್‌ನಲ್ಲಿ ನೋಂದಾಯಿಸಿದ್ದೇವೆ ಮತ್ತು ಎರಡು ದಿನಗಳಲ್ಲಿ ನಾವು ಗುಣಮಟ್ಟದ ಲೀಡ್‌ಗಳನ್ನು ಪಡೆಯಲು ಪ್ರಾರಂಭಿಸಿದ್ದೇವೆ. ಜಸ್ಟ್‌ಡಯಲ್‌ನೊಂದಿಗೆ ವಾರ್ಷಿಕವಾಗಿ ಹೂಡಿಕೆ ಮಾಡುವುದರಿಂದ ಈಗ ಪ್ರತಿ ವರ್ಷ ?3 ರಿಂದ 94 ಲಕ್ಷ ಆದಾಯವನ್ನು ಗಳಿಸುತ್ತವೆ ಎಂದು ಹೇಳಿದರು. [186, 1120, 322, 1202]
ias-article-col3 [740, 462, 900, 732]
rashi-cell: ಖ್ಯಾತಿ [89, 626, 142, 637]
panchanga-date: 01-08-2024 [87, 226, 204, 247]
teeka-comment: * ಮೊನ್ನೆ ಮೊನ್ನೆ ಸರ್ಕಾರದಿಂದ ಬರೆ. ಈಗ ಉತ್ಪಾದಕರಿಂದ ಬರೆ. ಯುವ ಜನತೆಗೆ ಡಬ್ಬಲ್ ಬರೆ. [255, 139, 397, 161]
paragraph: ಇಲಾಖೆಯ ಮುಖ್ಯಪಶುವೈದ್ಯಾಧಿಕಾರಿ ಡಾ.ಎನ್.ವಿರೂಪಾಕ್ಷ, ಜಾನುವಾರು ಅಧಿಕಾರಿ ಜಗದೀಶ್, ಹಿರಿಯ ಪಶುವೈದ್ಯ ಪರೀಕ್ಷಕರುಗಳಾದ ಮನೋಹರ್, ಅತೀಕ್ ಅಹಮದ್, ಕಿ.ಪ.ಪ ದಿಲೀಪ್, ಮುಜ್ಜಲ್, ಸಿಬ್ಬಂದಿಗಳಾದ ಅತಾವುಲ್ಲಾ, ಸಿದ್ದಾಮಣ್ಣ, ನವೀನ್, ಪಶು ಸಖಿಯರಾದ ಕವಿತಾ, ಪ್ರಮೀಳಾ, ಕವಿತಾ ಉಪಸ್ಥಿತರಿದ್ದು ಆರೋಗ್ಯ ಶಿಬಿರದ ಯಶಸ್ಸಿಗೆ ಕಾರಣರಾದರು. [738, 300, 900, 370]
teeka-source: – ಬೆಂಗಳೂರು ಸುದ್ದಿ [338, 246, 387, 255]
surya-rashi: ಕರ್ಕ [49, 428, 146, 439]
teeka-news: 1. ಬೀರ್ ಪ್ರಿಯರಿಗೆ ಮತ್ತೆ ಬರೆ. ಬಾಟಲ್‌ಗೆ 5 ರಿಂದ 20 ರೂ. ಹೆಚ್ಚಳ. [255, 100, 397, 122]
cell-title: ತಿಥಿ [92, 531, 102, 539]
ardha-time: 3.00 PM - 4.30 PM [146, 517, 243, 528]
rashi-cell: ಸೌಮ್ಯತೆ [89, 615, 142, 626]
rashi-cell: ಮಕರ [142, 659, 187, 670]
sunrise-time: 06.05 AM [49, 376, 146, 387]
paragraph: ತುಮಕೂರು,ಜು.31–ಉತ್ಸಾಹ, ಸಮರ್ಪಣೆ, ಕಠಿಣ ಪರಿಶ್ರಮ, ಮತ್ತು ದೃಢ ಮನೋಭಾವವಿದ್ದವರು ಐಎಎಸ್ ಹಾಗೂ ಇತರೆ ನಾಗರಿಕ ಸೇವಾ ಪರೀಕ್ಷೆಗಳಲ್ಲಿ ಉತ್ತೀರ್ಣರಾಗಬಹುದು ಎಂದು ಭಾರತೀಯ ಅರಣ್ಯ ಸೇವೆಯ 66 ರ‍್ಯಾಂಕ್ ವಿಜೇತ ಅಭ್ಯರ್ಥಿ ಶಶಿಕುಮಾರ್ ಎಸ್. ಎಲ್. ಹೇಳಿದರು. [408, 594, 563, 652]
panchanga-cell [146, 561, 242, 591]
divyavani-box [48, 62, 243, 180]
teeka-comment: * ಚಾಲಕನ ಕೆಲಸ ಕೊಡಿಸುವೆ ಎಂದು ಯುದ್ಧಕ್ಕೆ ತಳ್ಳಿದ ಏಜೆಂಟ್‌ನಿಗೆ ಶಿಕ್ಷೆ ಆಗಲಿ. [255, 319, 397, 341]
paragraph: ಚಂದನ ತಿಪಟೂರಿನ ಶ್ರೀ ವಿವೇಕಾನಂದ ಇಂಟರ್ ನ್ಯಾಷನಲ್ ಶಾಲೆಯಲ್ಲಿ 7ನೇ ತರಗತಿ ಓದುತ್ತಿದ್ದಳು. ಜು.23 ರಂದು ಆಕೆಗೆ ಅಪಘಾತವಾಗಿತ್ತು. ಸ್ಕೂಲ್ ಮುಗಿಸಿ ವಾಪಸ್ ಬರುವಾಗ ತಿಪಟೂರಿನಲ್ಲಿ ಅಪಘಾತ ಸಂಭವಿಸಿತ್ತು. [628, 1134, 778, 1180]
teeka-source: – ರಾಜ್ಯಸಭೆ ಸಭಾಪತಿ [335, 379, 387, 388]
teeka-vani-column [249, 62, 403, 806]
panchanga-weekday: ಆಗಸ್ಟ್ - ಗುರುವಾರ [106, 211, 185, 225]
next-arrow-icon[interactable]: › [230, 334, 240, 344]
rashi-cell: ಕರ್ಕಾಟಕ [142, 626, 187, 637]
ias-headline: ವಿವಿಯಲ್ಲಿ 'ಐಎಎಸ್ ಸಂವಾದ' ಕಾರ್ಯಾಗಾರಕ್ಕೆ ಚಾಲನೆ [408, 425, 842, 453]
rashi-cell: ಕುಂಭ [49, 670, 89, 681]
paksha: ಪಕ್ಷ : ಕೃಷ್ಣ ಪಕ್ಷ [116, 303, 175, 316]
header-divider [85, 56, 903, 57]
teeka-item [251, 557, 401, 622]
pradosha-banner: ಪ್ರದೋಷ [49, 317, 242, 332]
rahu-label: ರಾಹುಕಾಲ [49, 465, 146, 480]
nss-headline: ಎನ್ ಎಸ್ ಎಸ್ ಶಿಬಿರದಲ್ಲಿ 25 ಕರುಗಳಿಗೆ ಸಮಗ್ರ ಚಿಕಿತ್ಸೆ [405, 62, 861, 90]
rashi-cell: ಯಶಸ್ಸು [187, 670, 242, 681]
paragraph: ಈ ಕುರಿತು ಮಾತನಾಡಿದ ಫ್ರೆಶ್ ಅರೋಮ ಮಾಲೀಕ, ನಾವು ಯೋಜನೆಯಿಂದಾಗಿ ಎರಡು ವರ್ಷಗಳ ಹಿಂದೆ ಜಸ್ಟ್‌ಡಯಲ್‌ನಲ್ಲಿ ನೋಂದಾಯಿಸಿದೆವು. ನನ್ನ ವ್ಯಾಪಾರವನ್ನು ಗಮನಾರ್ಹವಾಗಿ ಹೆಚ್ಚಿಸುತ್ತದೆ. ₹ 60,000 ವಾರ್ಷಿಕ ಹೂಡಿಕೆಯೊಂದಿಗೆ, ನಾನು ? 1 - ? 1.5 ಲಕ್ಷದ ಮೌಲ್ಯದ ಆದಾಯವನ್ನು ಹೆಚ್ಚಿಸಿದೆ. ಜಸ್ಟ್‌ಡಯಲ್ ಅವರ ಬೆಂಬಲ ಅಮೂಲ್ಯವಾಗಿದೆ ಎಂದು ಹೇಳಿದರು. [186, 1033, 322, 1116]
cell-title: ನಕ್ಷತ್ರ [188, 531, 200, 539]
chandana-col1 [335, 972, 470, 1385]
rashi-cell: ಸಿಂಹ [49, 637, 89, 648]
page-label: ಪುಟ [54, 40, 66, 50]
samvatsara: ಶ್ರೀ ಕ್ರೋಧಿ ನಾಮ ಸಂವತ್ಸರ [97, 247, 194, 260]
msme-box [48, 812, 326, 1387]
teeka-source: – ತುಮಕೂರು ಸುದ್ದಿ [338, 525, 387, 534]
divyavani-line: ಆಗಲಿದ್ದು ಫಲವೇನು ಬಾನವಿಲ್ಲದನ್ನಕ್ಕ ? [105, 146, 186, 154]
teeka-item [251, 351, 401, 416]
